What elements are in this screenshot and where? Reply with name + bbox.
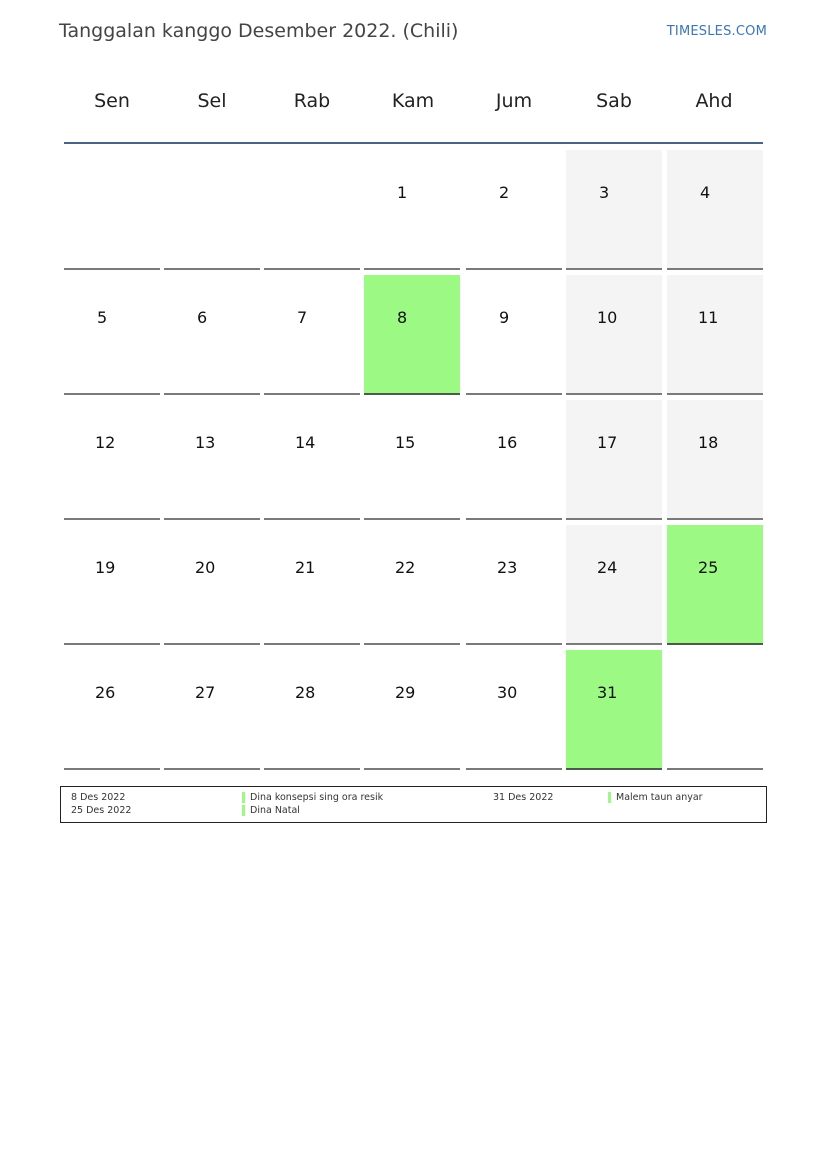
day-number: 30 xyxy=(497,683,518,702)
day-cell xyxy=(164,275,260,395)
day-number: 27 xyxy=(195,683,216,702)
day-number: 9 xyxy=(499,308,510,327)
empty-day-cell xyxy=(264,150,360,270)
day-number: 8 xyxy=(397,308,408,327)
day-cell xyxy=(364,150,460,270)
day-cell xyxy=(566,275,662,395)
page-title: Tanggalan kanggo Desember 2022. (Chili) xyxy=(59,20,459,42)
legend-holiday-name: Dina Natal xyxy=(250,805,300,816)
legend-color-swatch xyxy=(242,805,245,816)
day-number: 31 xyxy=(597,683,618,702)
weekday-label: Sel xyxy=(197,90,227,112)
empty-day-cell xyxy=(667,650,763,770)
day-number: 18 xyxy=(698,433,719,452)
day-cell xyxy=(364,400,460,520)
day-number: 17 xyxy=(597,433,618,452)
day-number: 1 xyxy=(397,183,408,202)
day-cell xyxy=(466,400,562,520)
day-cell xyxy=(264,525,360,645)
day-cell xyxy=(164,400,260,520)
day-number: 22 xyxy=(395,558,416,577)
day-number: 28 xyxy=(295,683,316,702)
calendar-grid xyxy=(64,150,764,770)
legend-date: 8 Des 2022 xyxy=(71,792,126,803)
day-cell xyxy=(364,525,460,645)
day-cell xyxy=(566,650,662,770)
day-cell xyxy=(466,275,562,395)
day-cell xyxy=(667,400,763,520)
day-cell xyxy=(667,150,763,270)
day-cell xyxy=(64,275,160,395)
day-number: 25 xyxy=(698,558,719,577)
day-cell xyxy=(164,525,260,645)
day-cell xyxy=(667,275,763,395)
day-cell xyxy=(466,150,562,270)
day-number: 2 xyxy=(499,183,510,202)
weekday-label: Ahd xyxy=(695,90,733,112)
day-number: 24 xyxy=(597,558,618,577)
day-cell xyxy=(264,275,360,395)
day-number: 21 xyxy=(295,558,316,577)
weekday-label: Sab xyxy=(596,90,632,112)
day-cell xyxy=(364,650,460,770)
header-divider xyxy=(64,142,763,144)
weekday-label: Kam xyxy=(391,90,435,112)
day-cell xyxy=(466,525,562,645)
legend-color-swatch xyxy=(608,792,611,803)
day-number: 11 xyxy=(698,308,719,327)
legend-date: 25 Des 2022 xyxy=(71,805,132,816)
day-number: 16 xyxy=(497,433,518,452)
day-cell xyxy=(164,650,260,770)
day-number: 14 xyxy=(295,433,316,452)
day-number: 23 xyxy=(497,558,518,577)
day-cell xyxy=(566,150,662,270)
weekday-label: Sen xyxy=(94,90,130,112)
weekday-label: Jum xyxy=(495,90,533,112)
day-cell xyxy=(466,650,562,770)
day-cell xyxy=(667,525,763,645)
day-number: 6 xyxy=(197,308,208,327)
day-number: 15 xyxy=(395,433,416,452)
day-number: 19 xyxy=(95,558,116,577)
day-cell xyxy=(264,400,360,520)
weekday-label: Rab xyxy=(293,90,331,112)
legend-color-swatch xyxy=(242,792,245,803)
day-number: 12 xyxy=(95,433,116,452)
day-number: 4 xyxy=(700,183,711,202)
day-number: 26 xyxy=(95,683,116,702)
day-number: 20 xyxy=(195,558,216,577)
day-number: 7 xyxy=(297,308,308,327)
day-number: 5 xyxy=(97,308,108,327)
holiday-legend xyxy=(60,786,767,823)
day-cell xyxy=(64,400,160,520)
empty-day-cell xyxy=(64,150,160,270)
day-cell xyxy=(566,525,662,645)
brand-link[interactable]: TIMESLES.COM xyxy=(666,24,767,39)
day-cell xyxy=(64,525,160,645)
legend-holiday-name: Malem taun anyar xyxy=(616,792,703,803)
day-cell xyxy=(566,400,662,520)
day-number: 13 xyxy=(195,433,216,452)
weekday-header-row xyxy=(62,80,765,128)
day-number: 29 xyxy=(395,683,416,702)
empty-day-cell xyxy=(164,150,260,270)
legend-holiday-name: Dina konsepsi sing ora resik xyxy=(250,792,384,803)
day-number: 10 xyxy=(597,308,618,327)
day-cell xyxy=(364,275,460,395)
day-cell xyxy=(64,650,160,770)
day-cell xyxy=(264,650,360,770)
legend-date: 31 Des 2022 xyxy=(493,792,554,803)
day-number: 3 xyxy=(599,183,610,202)
